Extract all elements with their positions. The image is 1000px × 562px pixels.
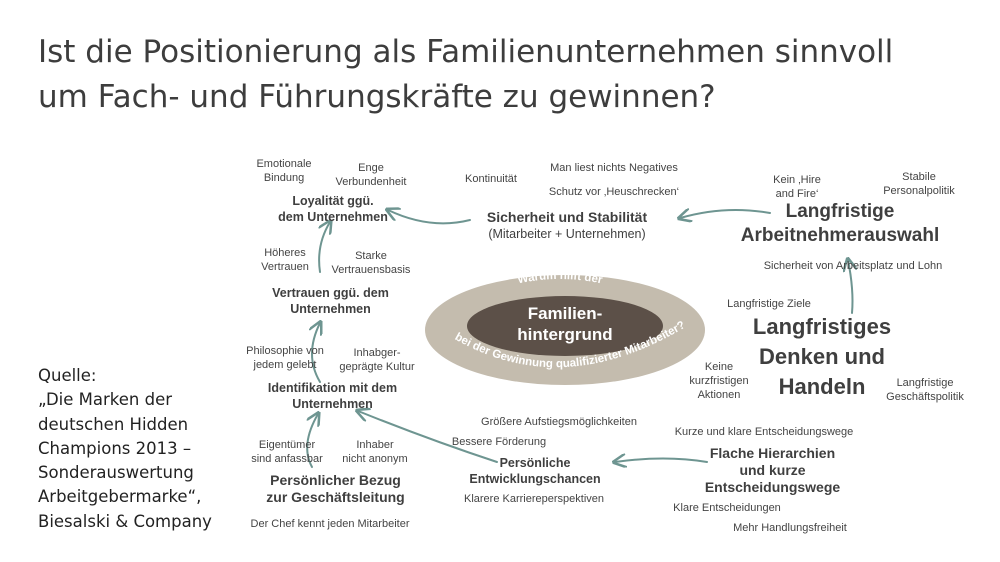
node-line: Arbeitnehmerauswahl bbox=[740, 225, 940, 246]
node-hierarchien bbox=[690, 445, 855, 496]
node-line: Loyalität ggü. bbox=[292, 194, 374, 208]
center-label bbox=[487, 303, 643, 345]
source-line-2: „Die Marken der bbox=[38, 390, 173, 410]
denken-note-1: Langfristige Ziele bbox=[727, 298, 811, 310]
bezug-note-1 bbox=[246, 438, 328, 466]
note-line: Verbundenheit bbox=[335, 176, 407, 188]
note-line: Höheres bbox=[264, 247, 306, 259]
note-line: nicht anonym bbox=[342, 453, 408, 465]
bezug-note-3: Der Chef kennt jeden Mitarbeiter bbox=[250, 518, 410, 530]
entwicklung-note-1: Größere Aufstiegsmöglichkeiten bbox=[481, 416, 637, 428]
arbeitnehmer-note-2 bbox=[872, 170, 966, 198]
hierarchien-note-3: Mehr Handlungsfreiheit bbox=[733, 522, 847, 534]
note-line: Stabile bbox=[902, 171, 936, 183]
vertrauen-note-1 bbox=[255, 246, 315, 274]
arbeitnehmer-note-1 bbox=[762, 173, 832, 201]
denken-note-2 bbox=[680, 360, 758, 402]
node-line: (Mitarbeiter + Unternehmen) bbox=[488, 227, 646, 241]
note-line: Vertrauensbasis bbox=[331, 264, 411, 276]
note-line: Starke bbox=[355, 250, 387, 262]
center-line-1: Familien- bbox=[527, 304, 603, 323]
note-line: Emotionale bbox=[256, 158, 312, 170]
sicherheit-note-1: Kontinuität bbox=[465, 173, 517, 185]
loyalitaet-note-1 bbox=[248, 157, 320, 185]
note-line: kurzfristigen bbox=[689, 375, 749, 387]
node-line: zur Geschäftsleitung bbox=[266, 489, 405, 505]
note-line: Geschäftspolitik bbox=[886, 391, 964, 403]
denken-note-3 bbox=[878, 376, 972, 404]
identifikation-note-2 bbox=[338, 346, 416, 374]
node-bezug bbox=[248, 472, 423, 506]
note-line: sind anfassbar bbox=[251, 453, 323, 465]
arbeitnehmer-note-3: Sicherheit von Arbeitsplatz und Lohn bbox=[763, 260, 943, 272]
node-vertrauen bbox=[248, 285, 413, 317]
note-line: Personalpolitik bbox=[883, 185, 955, 197]
note-line: Inhaber bbox=[356, 439, 394, 451]
title-line-1: Ist die Positionierung als Familienunternehmen sinnvoll bbox=[38, 34, 894, 70]
node-line: Entwicklungschancen bbox=[469, 472, 601, 486]
sicherheit-note-2: Man liest nichts Negatives bbox=[550, 162, 678, 174]
note-line: and Fire‘ bbox=[775, 188, 819, 200]
entwicklung-note-2: Bessere Förderung bbox=[451, 436, 547, 448]
identifikation-note-1 bbox=[240, 344, 330, 372]
note-line: Vertrauen bbox=[261, 261, 309, 273]
note-line: Keine bbox=[704, 361, 734, 373]
arrow-sicherheit-to-loyalitaet bbox=[388, 210, 470, 223]
note-line: Inhabger- bbox=[353, 347, 401, 359]
node-line: Langfristiges bbox=[752, 314, 892, 339]
note-line: Kein ‚Hire bbox=[773, 174, 821, 186]
node-line: Unternehmen bbox=[292, 397, 373, 411]
node-line: Persönlicher Bezug bbox=[270, 472, 401, 488]
node-arbeitnehmer bbox=[710, 200, 970, 248]
note-line: Philosophie von bbox=[246, 345, 324, 357]
node-line: dem Unternehmen bbox=[278, 210, 388, 224]
source-line-6: Arbeitgebermarke“, bbox=[38, 487, 202, 507]
source-line-4: Champions 2013 – bbox=[38, 438, 192, 458]
note-line: Enge bbox=[358, 162, 384, 174]
node-line: Entscheidungswege bbox=[704, 479, 841, 495]
arc-top-text: Warum hilft der bbox=[516, 269, 604, 287]
node-line: Handeln bbox=[778, 374, 866, 399]
note-line: Eigentümer bbox=[258, 439, 316, 451]
node-loyalitaet bbox=[268, 193, 398, 225]
source-line-1: Quelle: bbox=[38, 366, 97, 385]
loyalitaet-note-2 bbox=[328, 161, 414, 189]
node-line: Vertrauen ggü. dem bbox=[272, 286, 389, 300]
node-line: und kurze bbox=[739, 462, 806, 478]
node-sicherheit bbox=[462, 209, 672, 243]
hierarchien-note-1: Kurze und klare Entscheidungswege bbox=[674, 426, 854, 438]
hierarchien-note-2: Klare Entscheidungen bbox=[673, 502, 781, 514]
node-line: Identifikation mit dem bbox=[267, 381, 398, 395]
note-line: jedem gelebt bbox=[253, 359, 317, 371]
note-line: Aktionen bbox=[697, 389, 741, 401]
entwicklung-note-3: Klarere Karriereperspektiven bbox=[463, 493, 604, 505]
arc-bottom-text: bei der Gewinnung qualifizierter Mitarbeiter? bbox=[452, 319, 688, 371]
node-line: Langfristige bbox=[785, 201, 895, 222]
center-line-2: hintergrund bbox=[517, 325, 613, 344]
source-line-5: Sonderauswertung bbox=[38, 463, 194, 483]
node-line: Sicherheit und Stabilität bbox=[486, 209, 648, 225]
title-line-2: um Fach- und Führungskräfte zu gewinnen? bbox=[38, 79, 716, 115]
node-line: Denken und bbox=[759, 344, 885, 369]
note-line: Langfristige bbox=[896, 377, 954, 389]
node-entwicklung bbox=[465, 455, 605, 487]
source-line-3: deutschen Hidden bbox=[38, 414, 189, 434]
vertrauen-note-2 bbox=[328, 249, 414, 277]
note-line: geprägte Kultur bbox=[339, 361, 415, 373]
note-line: Bindung bbox=[263, 172, 305, 184]
source-line-7: Biesalski & Company bbox=[38, 511, 212, 531]
sicherheit-note-3: Schutz vor ‚Heuschrecken‘ bbox=[548, 186, 680, 198]
node-identifikation bbox=[245, 380, 420, 412]
node-line: Unternehmen bbox=[290, 302, 371, 316]
node-line: Flache Hierarchien bbox=[709, 445, 836, 461]
node-line: Persönliche bbox=[499, 456, 571, 470]
bezug-note-2 bbox=[336, 438, 414, 466]
